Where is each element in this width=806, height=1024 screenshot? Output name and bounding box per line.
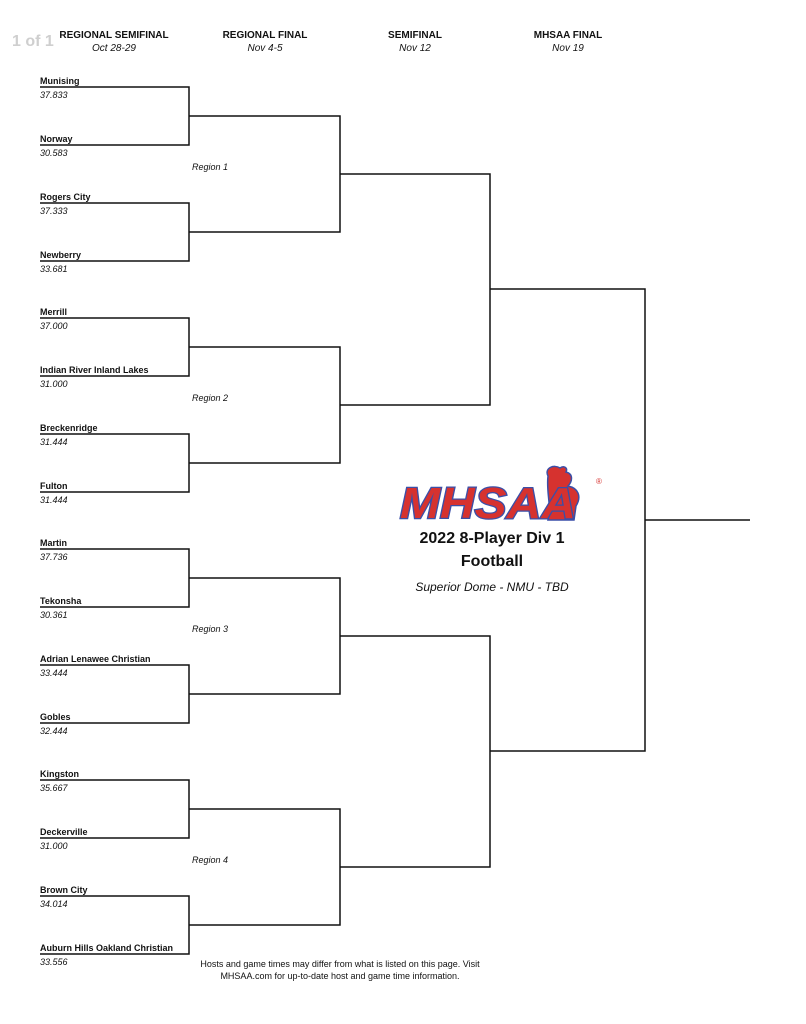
team-score: 37.736 [40, 552, 68, 562]
team-name: Brown City [40, 885, 88, 895]
bracket-line [189, 578, 340, 694]
team-slot [40, 883, 190, 896]
team-slot [40, 248, 190, 261]
team-name: Munising [40, 76, 80, 86]
bracket-line [189, 809, 340, 925]
round-name: REGIONAL FINAL [222, 30, 308, 41]
team-name: Breckenridge [40, 423, 98, 433]
team-slot [40, 132, 190, 145]
team-name: Kingston [40, 769, 79, 779]
event-title-line1: 2022 8-Player Div 1 [419, 530, 565, 547]
team-score: 32.444 [40, 726, 68, 736]
round-date: Oct 28-29 [92, 43, 136, 54]
team-score: 33.556 [40, 957, 68, 967]
team-slot [40, 421, 190, 434]
team-slot [40, 710, 190, 723]
region-label: Region 1 [192, 162, 229, 172]
team-score: 31.444 [40, 495, 68, 505]
team-slot [40, 594, 190, 607]
team-name: Auburn Hills Oakland Christian [40, 943, 174, 953]
team-score: 37.333 [40, 206, 68, 216]
team-name: Indian River Inland Lakes [40, 365, 149, 375]
region-label: Region 3 [192, 624, 229, 634]
team-slot [40, 825, 190, 838]
team-name: Gobles [40, 712, 71, 722]
round-date: Nov 19 [552, 43, 584, 54]
footer-line1: Hosts and game times may differ from what is listed on this page. Visit [200, 959, 480, 969]
team-score: 33.444 [40, 668, 68, 678]
bracket-line [189, 347, 340, 463]
bracket-line [189, 116, 340, 232]
registered-mark: ® [596, 477, 602, 486]
page-counter: 1 of 1 [12, 33, 54, 50]
region-label: Region 4 [192, 855, 229, 865]
footer-note [190, 958, 490, 982]
event-title [392, 527, 592, 573]
team-score: 30.361 [40, 610, 68, 620]
team-name: Fulton [40, 481, 68, 491]
team-slot [40, 190, 190, 203]
round-name: MHSAA FINAL [533, 30, 603, 41]
team-name: Adrian Lenawee Christian [40, 654, 151, 664]
team-slot [40, 363, 190, 376]
team-score: 37.833 [40, 90, 68, 100]
team-name: Deckerville [40, 827, 88, 837]
logo-wordmark: MHSAA [400, 479, 576, 524]
bracket-line [340, 636, 490, 867]
round-name: SEMIFINAL [388, 30, 442, 41]
team-score: 35.667 [40, 783, 68, 793]
footer-line2: MHSAA.com for up-to-date host and game time information. [220, 971, 460, 981]
round-name: REGIONAL SEMIFINAL [59, 30, 169, 41]
team-score: 31.444 [40, 437, 68, 447]
event-venue: Superior Dome - NMU - TBD [415, 580, 569, 594]
team-slot [40, 74, 190, 87]
team-score: 33.681 [40, 264, 68, 274]
mhsaa-logo [398, 462, 608, 524]
team-name: Rogers City [40, 192, 91, 202]
round-date: Nov 4-5 [247, 43, 283, 54]
team-name: Norway [40, 134, 73, 144]
team-slot [40, 652, 190, 665]
team-score: 37.000 [40, 321, 68, 331]
team-score: 30.583 [40, 148, 68, 158]
team-slot [40, 941, 190, 954]
team-name: Merrill [40, 307, 68, 317]
team-name: Newberry [40, 250, 82, 260]
team-score: 31.000 [40, 379, 68, 389]
team-score: 34.014 [40, 899, 68, 909]
team-slot [40, 767, 190, 780]
team-name: Tekonsha [40, 596, 82, 606]
team-slot [40, 479, 190, 492]
team-score: 31.000 [40, 841, 68, 851]
region-label: Region 2 [192, 393, 229, 403]
bracket-line [340, 174, 490, 405]
event-title-line2: Football [460, 553, 524, 570]
round-date: Nov 12 [399, 43, 431, 54]
team-slot [40, 305, 190, 318]
team-slot [40, 536, 190, 549]
team-name: Martin [40, 538, 67, 548]
